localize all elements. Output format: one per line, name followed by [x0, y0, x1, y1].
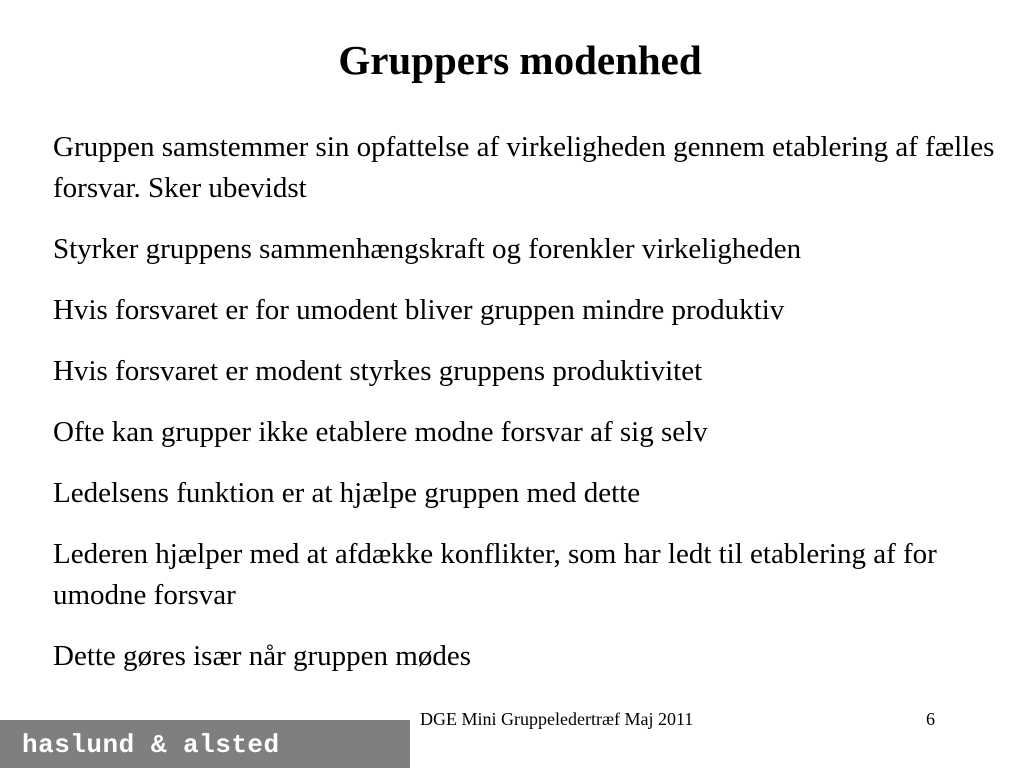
- company-logo: [0, 720, 410, 768]
- footer-text: DGE Mini Gruppeledertræf Maj 2011: [420, 709, 694, 729]
- bullet-item: Ledelsens funktion er at hjælpe gruppen med dette: [53, 477, 641, 509]
- bullet-item: Hvis forsvaret er modent styrkes gruppens produktivitet: [53, 355, 703, 387]
- bullet-item: Gruppen samstemmer sin opfattelse af virkeligheden gennem etablering af fælles forsvar. Sker ubevidst: [53, 131, 995, 204]
- bullet-item: Styrker gruppens sammenhængskraft og forenkler virkeligheden: [53, 233, 802, 265]
- bullet-item: Lederen hjælper med at afdække konflikter, som har ledt til etablering af for umodne forsvar: [53, 538, 937, 611]
- bullet-list: [53, 127, 1018, 697]
- bullet-item: Hvis forsvaret er for umodent bliver gruppen mindre produktiv: [53, 294, 785, 326]
- page-number: 6: [926, 709, 935, 729]
- logo-text: haslund & alsted: [22, 730, 280, 760]
- bullet-item: Dette gøres især når gruppen mødes: [53, 640, 471, 672]
- bullet-item: Ofte kan grupper ikke etablere modne forsvar af sig selv: [53, 416, 708, 448]
- slide-title: Gruppers modenhed: [338, 37, 702, 83]
